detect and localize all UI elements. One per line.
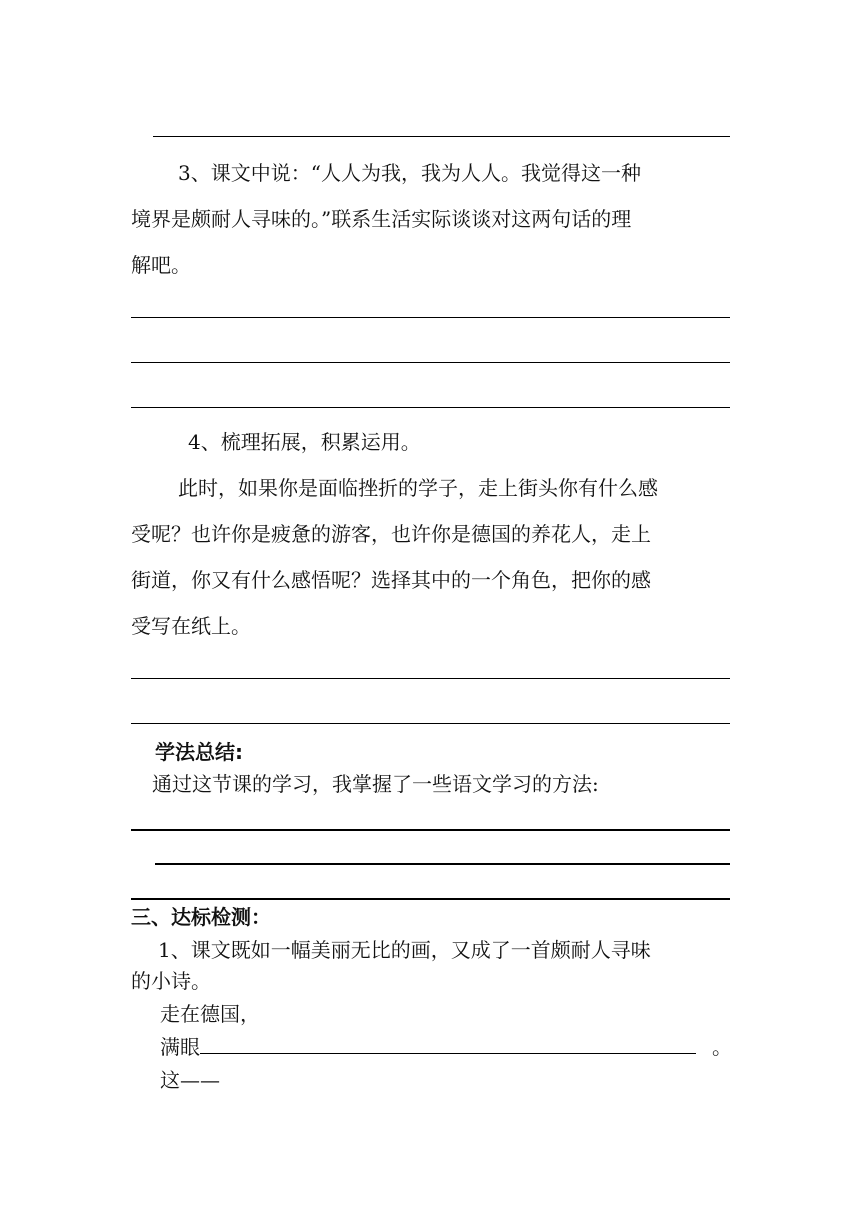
fill-blank-line[interactable]: [200, 1035, 696, 1054]
section3-heading: 三、达标检测：: [131, 905, 271, 929]
answer-line: [155, 863, 730, 865]
poem-line-2-prefix: 满眼: [160, 1035, 200, 1059]
poem-line-2: [160, 1034, 732, 1060]
section3-q1-line-2: 的小诗。: [131, 969, 211, 993]
q3-line-3: 解吧。: [131, 253, 191, 277]
summary-text: 通过这节课的学习，我掌握了一些语文学习的方法:: [152, 772, 599, 796]
q3-line-2: 境界是颇耐人寻味的。”联系生活实际谈谈对这两句话的理: [131, 207, 632, 231]
q4-line-2: 受呢？也许你是疲惫的游客，也许你是德国的养花人，走上: [131, 522, 651, 546]
answer-line: [131, 362, 730, 363]
answer-line: [131, 678, 730, 679]
poem-line-2-suffix: 。: [712, 1035, 732, 1059]
poem-line-1: 走在德国，: [160, 1002, 260, 1026]
q4-heading: 4、梳理拓展，积累运用。: [188, 430, 421, 454]
answer-line: [131, 407, 730, 408]
section3-q1-line-1: 1、课文既如一幅美丽无比的画，又成了一首颇耐人寻味: [158, 938, 651, 962]
answer-line: [131, 829, 730, 831]
answer-line: [131, 317, 730, 318]
q4-line-1: 此时，如果你是面临挫折的学子，走上街头你有什么感: [178, 476, 658, 500]
answer-line: [131, 898, 730, 900]
answer-line: [153, 136, 730, 137]
q4-line-4: 受写在纸上。: [131, 614, 251, 638]
summary-heading: 学法总结:: [155, 740, 243, 764]
q3-line-1: 3、课文中说：“人人为我，我为人人。我觉得这一种: [178, 161, 641, 185]
answer-line: [131, 723, 730, 724]
poem-line-3: 这——: [160, 1068, 220, 1092]
q4-line-3: 街道，你又有什么感悟呢？选择其中的一个角色，把你的感: [131, 568, 651, 592]
